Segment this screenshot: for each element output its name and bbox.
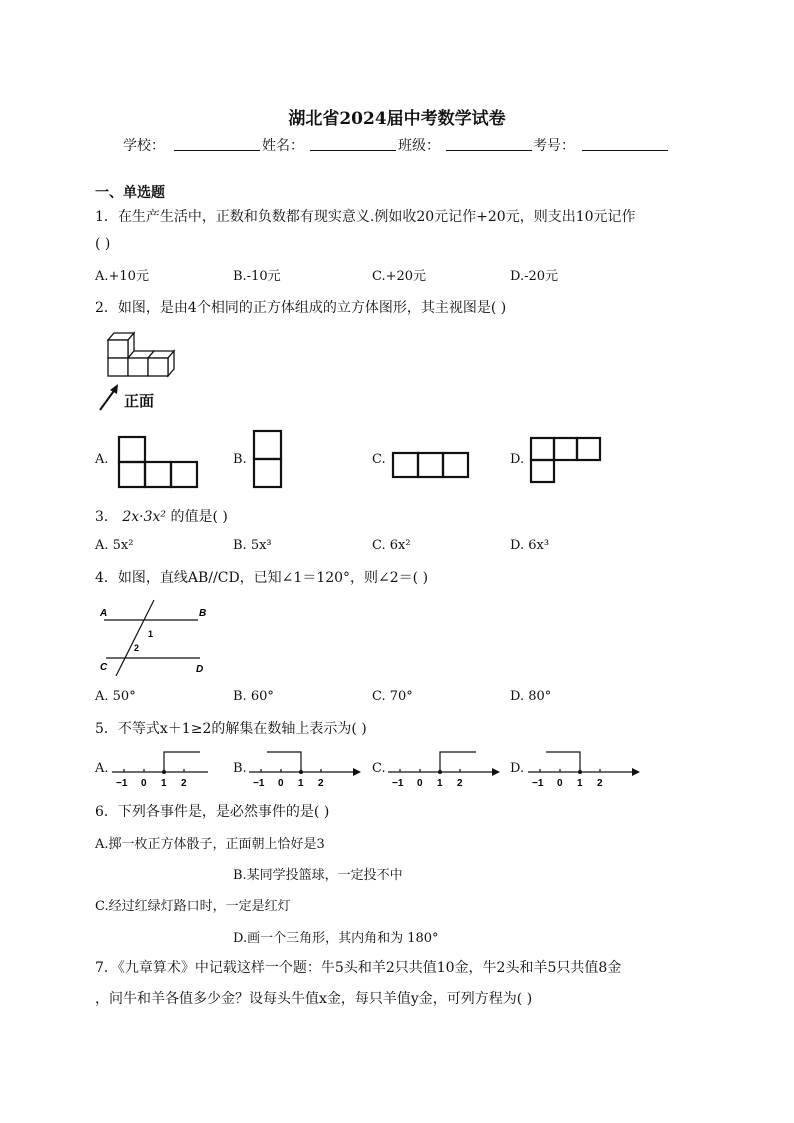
axis-arrow — [632, 768, 640, 776]
class-blank[interactable] — [446, 137, 532, 151]
name-blank[interactable] — [310, 137, 396, 151]
q6-option-b[interactable]: B.某同学投篮球，一定投不中 — [233, 868, 403, 883]
q3-option-a[interactable]: A. 5x² — [95, 538, 134, 553]
front-view-label: 正面 — [124, 393, 155, 410]
q3-suffix: 的值是( ) — [170, 509, 228, 525]
tick-label: −1 — [392, 778, 404, 789]
name-label: 姓名： — [262, 138, 304, 154]
q5-option-d-number-line[interactable] — [528, 748, 646, 788]
tick-label: 1 — [161, 778, 167, 789]
tick-label: 2 — [597, 778, 603, 789]
q3-option-d[interactable]: D. 6x³ — [510, 538, 550, 553]
q5-option-c-number-line[interactable] — [388, 748, 506, 788]
q2-option-c-figure[interactable] — [392, 452, 472, 480]
question-1-paren: ( ) — [95, 236, 111, 252]
axis-arrow — [492, 768, 500, 776]
q4-option-a[interactable]: A. 50° — [95, 689, 136, 704]
tick-label: 2 — [318, 778, 324, 789]
tick-label: 1 — [437, 778, 443, 789]
q2-option-b-figure[interactable] — [253, 430, 283, 490]
q3-option-c[interactable]: C. 6x² — [372, 538, 411, 553]
q3-option-b[interactable]: B. 5x³ — [233, 538, 272, 553]
question-4-text: 4．如图，直线AB//CD，已知∠1＝120°，则∠2＝( ) — [95, 570, 429, 586]
angle-2-label: 2 — [134, 643, 140, 653]
tick-label: 0 — [141, 778, 147, 789]
q1-option-c[interactable]: C.+20元 — [372, 269, 427, 284]
q5-option-b-number-line[interactable] — [249, 748, 367, 788]
tick-label: 2 — [181, 778, 187, 789]
page-title: 湖北省2024届中考数学试卷 — [288, 109, 506, 129]
tick-label: 0 — [557, 778, 563, 789]
point-c-label: C — [100, 662, 108, 673]
q5-option-b[interactable]: B. — [233, 761, 247, 776]
tick-label: 1 — [298, 778, 304, 789]
tick-label: −1 — [253, 778, 265, 789]
endpoint-dot — [162, 770, 166, 774]
tick-label: −1 — [532, 778, 544, 789]
q4-option-d[interactable]: D. 80° — [510, 689, 552, 704]
q3-prefix: 3． — [95, 509, 118, 525]
number-blank[interactable] — [582, 137, 668, 151]
q2-option-d-figure[interactable] — [530, 437, 606, 483]
tick-label: 1 — [577, 778, 583, 789]
parallel-lines-figure — [96, 598, 216, 680]
q3-expression: 2x·3x² — [122, 509, 167, 525]
number-label: 考号： — [533, 138, 575, 154]
question-2-text: 2．如图，是由4个相同的正方体组成的立方体图形，其主视图是( ) — [95, 300, 507, 316]
solution-bracket — [267, 752, 301, 772]
solution-bracket — [164, 752, 200, 772]
question-3-text — [95, 506, 228, 526]
q1-option-a[interactable]: A.+10元 — [95, 269, 149, 284]
q2-option-a[interactable]: A. — [95, 452, 109, 467]
question-1-text: 1．在生产生活中，正数和负数都有现实意义.例如收20元记作+20元，则支出10元记作 — [95, 209, 636, 225]
q6-option-a[interactable]: A.掷一枚正方体骰子，正面朝上恰好是3 — [95, 837, 325, 852]
q6-option-d[interactable]: D.画一个三角形，其内角和为 180° — [233, 931, 439, 946]
solution-bracket — [440, 752, 476, 772]
q5-option-a[interactable]: A. — [95, 761, 109, 776]
q2-option-c[interactable]: C. — [372, 452, 386, 467]
endpoint-dot — [578, 770, 582, 774]
q4-option-b[interactable]: B. 60° — [233, 689, 274, 704]
q5-option-c[interactable]: C. — [372, 761, 386, 776]
solution-bracket — [546, 752, 580, 772]
q6-option-c[interactable]: C.经过红绿灯路口时，一定是红灯 — [95, 899, 291, 914]
q2-option-a-figure[interactable] — [118, 436, 200, 490]
question-6-text: 6．下列各事件是，是必然事件的是( ) — [95, 804, 330, 820]
section-heading: 一、单选题 — [95, 185, 165, 201]
tick-label: 2 — [457, 778, 463, 789]
q5-option-a-number-line[interactable] — [112, 748, 230, 788]
point-d-label: D — [196, 664, 204, 675]
angle-1-label: 1 — [148, 629, 154, 639]
point-b-label: B — [199, 608, 207, 619]
axis-arrow — [353, 768, 361, 776]
q1-option-d[interactable]: D.-20元 — [510, 269, 559, 284]
q2-option-b[interactable]: B. — [233, 452, 247, 467]
tick-label: 0 — [278, 778, 284, 789]
question-7-line-2: ，问牛和羊各值多少金？设每头牛值x金，每只羊值y金，可列方程为( ) — [95, 991, 533, 1007]
endpoint-dot — [299, 770, 303, 774]
school-label: 学校： — [123, 138, 165, 154]
question-7-line-1: 7．《九章算术》中记载这样一个题：牛5头和羊2只共值10金，牛2头和羊5只共值8金 — [95, 960, 622, 976]
tick-label: −1 — [116, 778, 128, 789]
endpoint-dot — [438, 770, 442, 774]
point-a-label: A — [100, 608, 108, 619]
tick-label: 0 — [417, 778, 423, 789]
q4-option-c[interactable]: C. 70° — [372, 689, 413, 704]
class-label: 班级： — [398, 138, 440, 154]
school-blank[interactable] — [174, 137, 260, 151]
q2-option-d[interactable]: D. — [510, 452, 525, 467]
question-5-text: 5．不等式x＋1≥2的解集在数轴上表示为( ) — [95, 721, 367, 737]
q1-option-b[interactable]: B.-10元 — [233, 269, 281, 284]
q5-option-d[interactable]: D. — [510, 761, 525, 776]
